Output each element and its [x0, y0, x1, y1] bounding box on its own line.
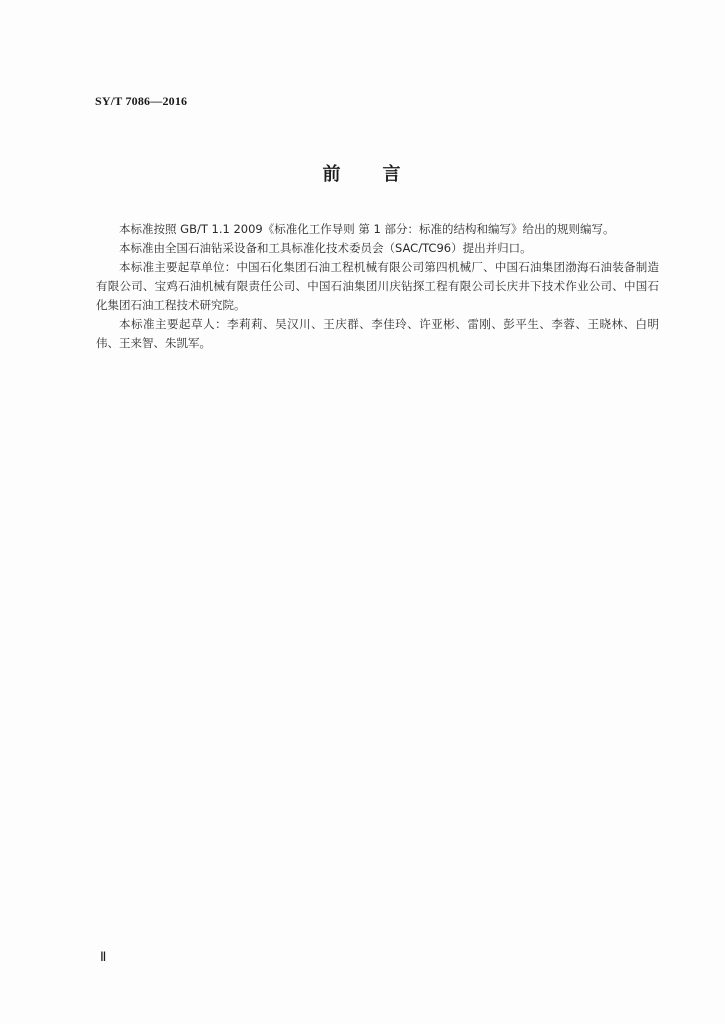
paragraph-drafting-rules: 本标准按照 GB/T 1.1 2009《标准化工作导则 第 1 部分：标准的结构和编写》给出的规则编写。 [119, 222, 615, 236]
page-number: Ⅱ [100, 949, 107, 964]
paragraph-proposer: 本标准由全国石油钻采设备和工具标准化技术委员会（SAC/TC96）提出并归口。 [119, 241, 532, 255]
page-title [0, 160, 725, 186]
title-char-1: 前 [322, 164, 343, 185]
paragraph-drafters: 本标准主要起草人：李莉莉、吴汉川、王庆群、李佳玲、许亚彬、雷刚、彭平生、李蓉、王晓林、白明伟、王来智、朱凯军。 [96, 317, 659, 350]
standard-code: SY/T 7086—2016 [95, 94, 188, 108]
title-char-2: 言 [382, 164, 403, 185]
foreword-body [96, 220, 659, 353]
paragraph-drafting-units: 本标准主要起草单位：中国石化集团石油工程机械有限公司第四机械厂、中国石油集团渤海石油装备制造有限公司、宝鸡石油机械有限责任公司、中国石油集团川庆钻探工程有限公司长庆井下技术作业公司、中国石化集团石油工程技术研究院。 [96, 260, 659, 312]
